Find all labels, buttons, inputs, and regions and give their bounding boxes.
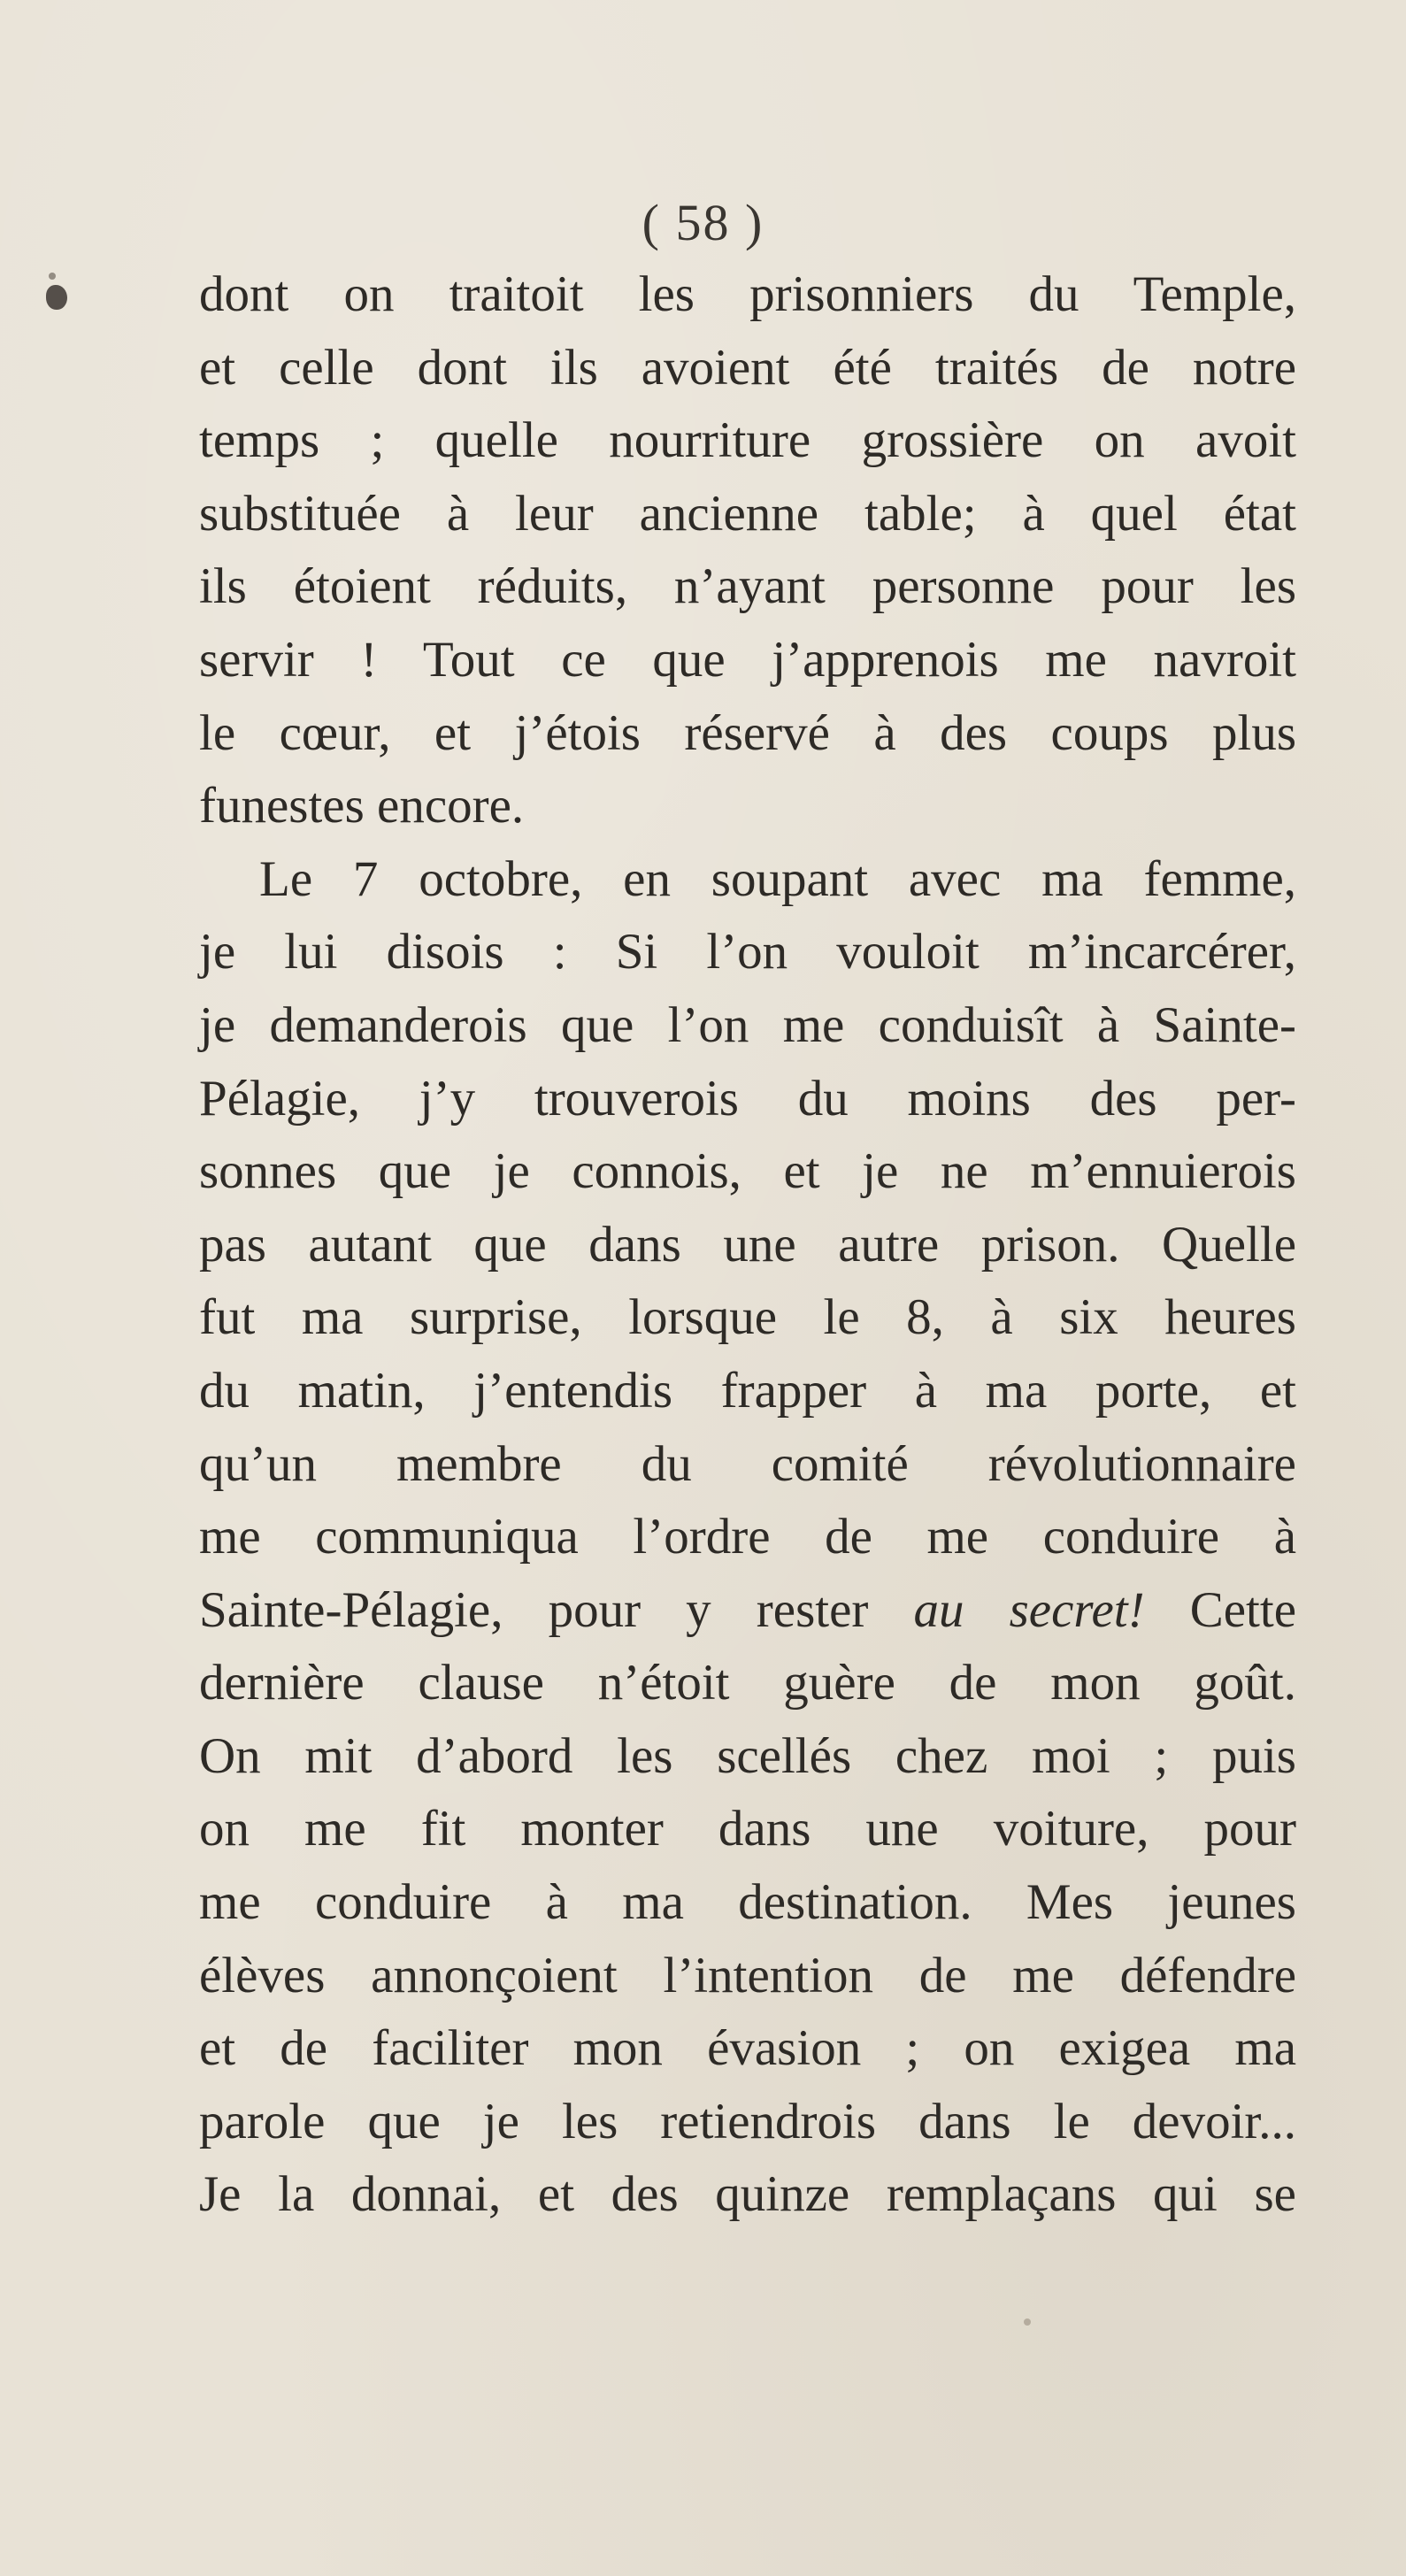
text-line: temps ; quelle nourriture grossière on avoit <box>199 412 1296 469</box>
text-line: funestes encore. <box>199 778 525 834</box>
text-segment: Sainte-Pélagie, pour y rester <box>199 1581 914 1638</box>
text-line: parole que je les retiendrois dans le devoir... <box>199 2093 1296 2149</box>
italic-phrase: au secret! <box>913 1581 1145 1638</box>
page-number: ( 58 ) <box>642 194 764 251</box>
text-line: élèves annonçoient l’intention de me défendre <box>199 1947 1296 2003</box>
text-line: le cœur, et j’étois réservé à des coups plus <box>199 704 1296 761</box>
text-line: fut ma surprise, lorsque le 8, à six heures <box>199 1289 1296 1346</box>
text-line: pas autant que dans une autre prison. Quelle <box>199 1216 1296 1273</box>
text-line: du matin, j’entendis frapper à ma porte, et <box>199 1362 1296 1419</box>
text-line-italic <box>199 1574 1296 1648</box>
text-line: et celle dont ils avoient été traités de notre <box>199 339 1296 396</box>
text-line: Le 7 octobre, en soupant avec ma femme, <box>259 850 1296 907</box>
text-line: qu’un membre du comité révolutionnaire <box>199 1435 1296 1492</box>
ink-blot <box>46 285 67 310</box>
text-line: On mit d’abord les scellés chez moi ; puis <box>199 1727 1296 1784</box>
text-line: dont on traitoit les prisonniers du Temple, <box>199 266 1296 322</box>
text-line: substituée à leur ancienne table; à quel état <box>199 485 1296 542</box>
text-line: me communiqua l’ordre de me conduire à <box>199 1509 1296 1565</box>
text-line: me conduire à ma destination. Mes jeunes <box>199 1874 1296 1931</box>
text-line: sonnes que je connois, et je ne m’ennuierois <box>199 1143 1296 1200</box>
text-line: ils étoient réduits, n’ayant personne pour les <box>199 558 1296 615</box>
paper-speck <box>1024 2318 1031 2326</box>
text-line: Pélagie, j’y trouverois du moins des per- <box>199 1070 1296 1127</box>
text-line: et de faciliter mon évasion ; on exigea ma <box>199 2020 1296 2077</box>
text-line: on me fit monter dans une voiture, pour <box>199 1801 1296 1857</box>
text-segment: Cette <box>1144 1581 1296 1638</box>
body-text <box>199 258 1296 2232</box>
text-line: Je la donnai, et des quinze remplaçans qui se <box>199 2166 1296 2223</box>
ink-speck <box>49 273 56 280</box>
text-line: je lui disois : Si l’on vouloit m’incarcérer, <box>199 924 1296 980</box>
text-line: dernière clause n’étoit guère de mon goût. <box>199 1655 1296 1711</box>
text-line: servir ! Tout ce que j’apprenois me navroit <box>199 631 1296 688</box>
text-line: je demanderois que l’on me conduisît à Sainte- <box>199 996 1296 1053</box>
